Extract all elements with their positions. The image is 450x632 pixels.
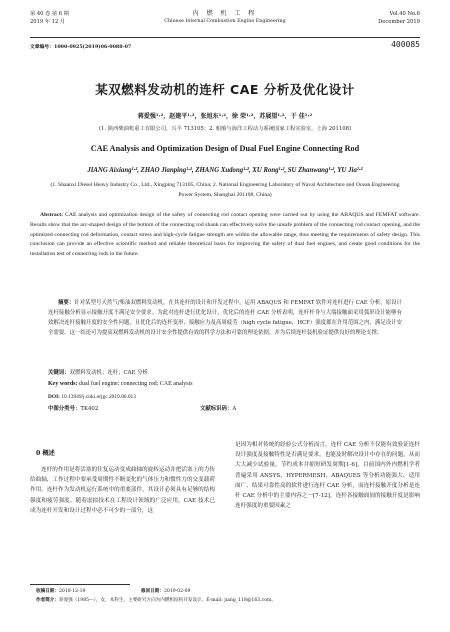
header-center: [30, 10, 420, 26]
clc-value: TK402: [80, 406, 99, 412]
authors-en: JIANG Aixiang¹·², ZHAO Jianping¹·², ZHANG Xudong¹·², XU Rong¹·², SU Zhanwang¹·², YU Jia¹·²: [87, 167, 363, 174]
authors-cn: 蒋爱强¹·²，赵建平¹·²，张旭东¹·²，徐 荣¹·²，苏展望¹·²，于 佳¹·²: [137, 113, 313, 120]
abstract-cn: [48, 298, 402, 338]
keywords-en-label: Key words:: [48, 381, 78, 387]
running-header: [30, 8, 420, 38]
title-en: CAE Analysis and Optimization Design of Dual Fuel Engine Connecting Rod: [90, 144, 360, 153]
footnote-dates: [36, 589, 191, 595]
body-column-left: 连杆的作用是将活塞的往复运动变成曲轴的旋转运动并把活塞上的力传给曲轴，工作过程中要承受周期性不断变化的气体压力和惯性力的交变载荷作用。连杆作为发动机运行系统中的重要部件，其设计必须具有足够的结构强度和疲劳强度。随着虚拟技术在工程设计领域的广泛应用，CAE 技术已成为连杆开发和设计过程中必不可少的一部分，这: [30, 467, 215, 514]
keywords-en: [48, 380, 402, 389]
doc-code-label: 文献标识码：: [200, 406, 233, 412]
bio-label: 作者简介：: [36, 598, 59, 603]
title-cn: 某双燃料发动机的连杆 CAE 分析及优化设计: [95, 82, 355, 97]
doi-value: 10.13949/j.cnki.nrjgc.2019.06.013: [61, 394, 136, 400]
doi: [48, 393, 402, 402]
keywords-cn-text: 双燃料发动机；连杆；CAE 分析: [69, 370, 148, 376]
volume-issue-en: Vol.40 No.6: [389, 11, 420, 17]
keywords-cn-label: 关键词：: [48, 370, 70, 376]
volume-issue-cn: 第 40 卷 第 6 期: [30, 11, 69, 17]
body-column-right: 是因为相对传统的经验公式分析而言，连杆 CAE 分析不仅能有效验证连杆设计强度及接触特性是否满足要求，也能及时解决设计中存在的问题，从而大大减少试验量，节约成本并缩短研发周期[1-6]。目前国内外内燃机学者普遍采用 ANSYS、HYPERMESH、ABAQUES 等分析功能强大、适用面广、结果可靠性高的软件进行连杆 CAE 分析，而连杆接触开度分析是连杆 CAE 分析中的主要内容之一[7-12]。连杆各接触面间的接触开度是影响连杆强度的重要因素之: [235, 442, 420, 510]
doc-code-value: A: [232, 406, 237, 412]
doi-label: DOI:: [48, 394, 60, 400]
journal-name-cn: 内 燃 机 工 程: [192, 10, 258, 17]
abstract-cn-text: 针对某型号天然气/柴油双燃料发动机，在其连杆的设计和开发过程中，运用 ABAQUS 和 FEMFAT 软件对连杆进行 CAE 分析，原设计连杆接触分析显示接触开度不满足安全要求。为此对连杆进行优化设计，优化后的连杆 CAE 分析表明，连杆杆身与大端接触面采用弧形设计能够有效解决连杆接触开度的安全性问题，且优化后的连杆变形、接触应力及高周疲劳（high cycle fatigue，HCF）强度都在许用范围之内，满足设计安全需要。这一结论可为提高双燃料发动机的设计安全性提供有效的科学方法和可靠的理论依据，并为后续连杆装机验证提供良好的理论支撑。: [48, 300, 402, 336]
footnote-rule: [30, 584, 130, 585]
journal-name-en: Chinese Internal Combustion Engine Engineering: [164, 19, 286, 24]
abstract-en-label: Abstract:: [40, 212, 64, 218]
bio-text: 蒋爱强（1985—），女，本科生，主要研究方向为内燃机结构开发设计。E-mail: jiang_118@163.com。: [58, 598, 276, 603]
article-number: 文章编号：1000-0925(2019)06-0088-07: [30, 44, 132, 50]
revised-label: 修回日期：: [141, 589, 164, 594]
footnote-bio: [36, 598, 276, 604]
header-right: [378, 10, 420, 26]
received-label: 收稿日期：: [36, 589, 59, 594]
date-en: December 2019: [378, 19, 420, 25]
date-cn: 2019 年 12 月: [30, 19, 66, 25]
affiliation-en: (1. Shaanxi Diesel Heavy Industry Co., Ltd., Xingping 713105, China; 2. National Engineering Laboratory of Naval Architecture and Ocean Engineering Power System, Shanghai 201108, China): [50, 182, 400, 198]
clc-label: 中图分类号：: [48, 406, 81, 412]
received-date: 2018-12-19: [58, 589, 86, 594]
abstract-cn-label: 摘要：: [58, 300, 75, 306]
document-code: [200, 405, 236, 414]
keywords-cn: [48, 369, 402, 378]
classification-code: [48, 405, 98, 414]
article-code: 400085: [391, 40, 420, 49]
abstract-en: [30, 211, 420, 260]
keywords-en-text: dual fuel engine; connecting rod; CAE analysis: [79, 381, 193, 387]
abstract-en-text: CAE analysis and optimization design of the safety of connecting rod contact opening were carried out by using the ABAQUS and FEMFAT software. Results show that the arc-shaped design of the bottom of the connecting rod shank can effectively solve the unsafe problem of the connecting rod contact opening, and the optimized connecting rod deformation, contact stress and high-cycle fatigue strength are within the allowable range, thus meeting the requirements of safety design. This conclusion can provide an effective scientific method and reliable theoretical basis for improving the safety of dual fuel engines, and create good conditions for the installation test of connecting rods in the future.: [30, 212, 421, 258]
section-heading: 0 概述: [36, 450, 55, 457]
affiliation-cn: (1. 陕西柴油机重工有限公司，兴平 713105；2. 船舶与海洋工程动力系统国家工程实验室，上海 201108): [98, 126, 352, 132]
revised-date: 2019-02-09: [163, 589, 191, 594]
